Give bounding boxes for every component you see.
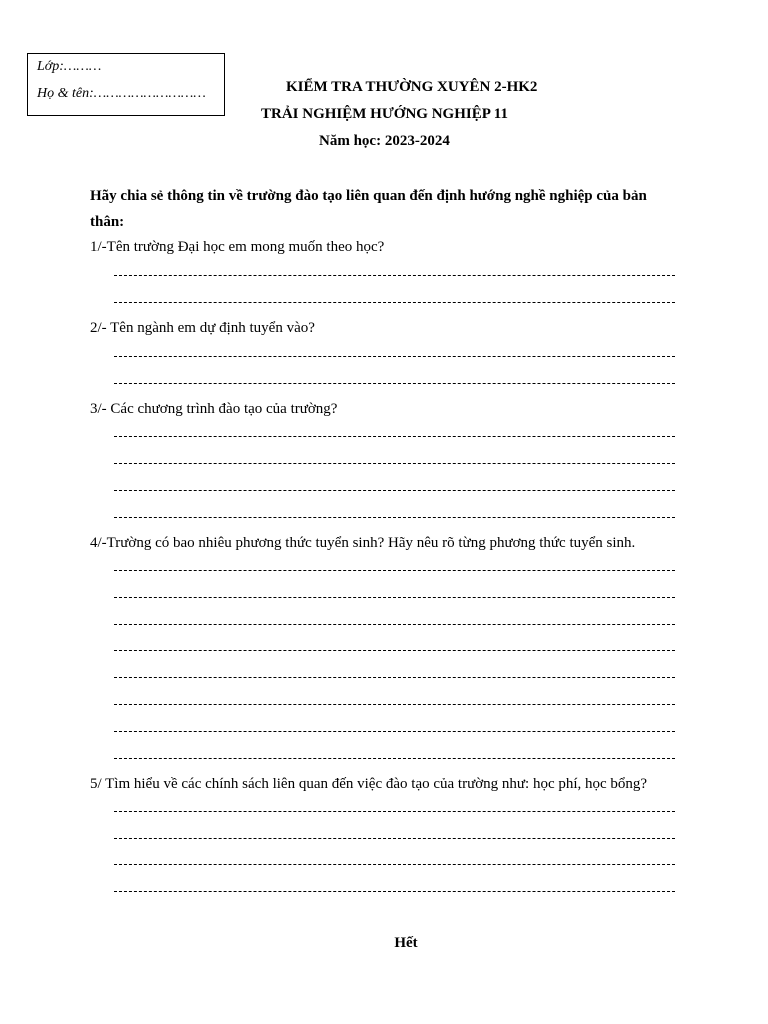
student-info-box: [27, 53, 225, 116]
answer-line: [114, 811, 675, 812]
answer-line: [114, 570, 675, 571]
question-4: 4/-Trường có bao nhiêu phương thức tuyển sinh? Hãy nêu rõ từng phương thức tuyển sinh.: [90, 535, 636, 551]
answer-line: [114, 677, 675, 678]
answer-line: [114, 758, 675, 759]
question-1: 1/-Tên trường Đại học em mong muốn theo học?: [90, 239, 385, 255]
instructions: Hãy chia sẻ thông tin về trường đào tạo liên quan đến định hướng nghề nghiệp của bản thân:: [90, 188, 647, 230]
answer-line: [114, 838, 675, 839]
answer-line: [114, 891, 675, 892]
answer-line: [114, 275, 675, 276]
answer-line: [114, 650, 675, 651]
question-3: 3/- Các chương trình đào tạo của trường?: [90, 401, 338, 417]
question-2: 2/- Tên ngành em dự định tuyển vào?: [90, 320, 315, 336]
answer-line: [114, 864, 675, 865]
answer-line: [114, 597, 675, 598]
answer-line: [114, 731, 675, 732]
answer-line: [114, 490, 675, 491]
question-5: 5/ Tìm hiểu về các chính sách liên quan đến việc đào tạo của trường như: học phí, học bổng?: [90, 776, 648, 792]
answer-line: [114, 463, 675, 464]
end-marker: Hết: [394, 935, 418, 951]
answer-line: [114, 624, 675, 625]
class-field-label: Lớp:………: [37, 59, 102, 74]
subject-title: TRẢI NGHIỆM HƯỚNG NGHIỆP 11: [261, 106, 508, 122]
exam-title: KIỂM TRA THƯỜNG XUYÊN 2-HK2: [286, 79, 538, 95]
answer-line: [114, 517, 675, 518]
answer-line: [114, 302, 675, 303]
answer-line: [114, 356, 675, 357]
answer-line: [114, 704, 675, 705]
answer-line: [114, 436, 675, 437]
answer-line: [114, 383, 675, 384]
school-year: Năm học: 2023-2024: [319, 133, 450, 149]
name-field-label: Họ & tên:………………………: [37, 86, 206, 101]
